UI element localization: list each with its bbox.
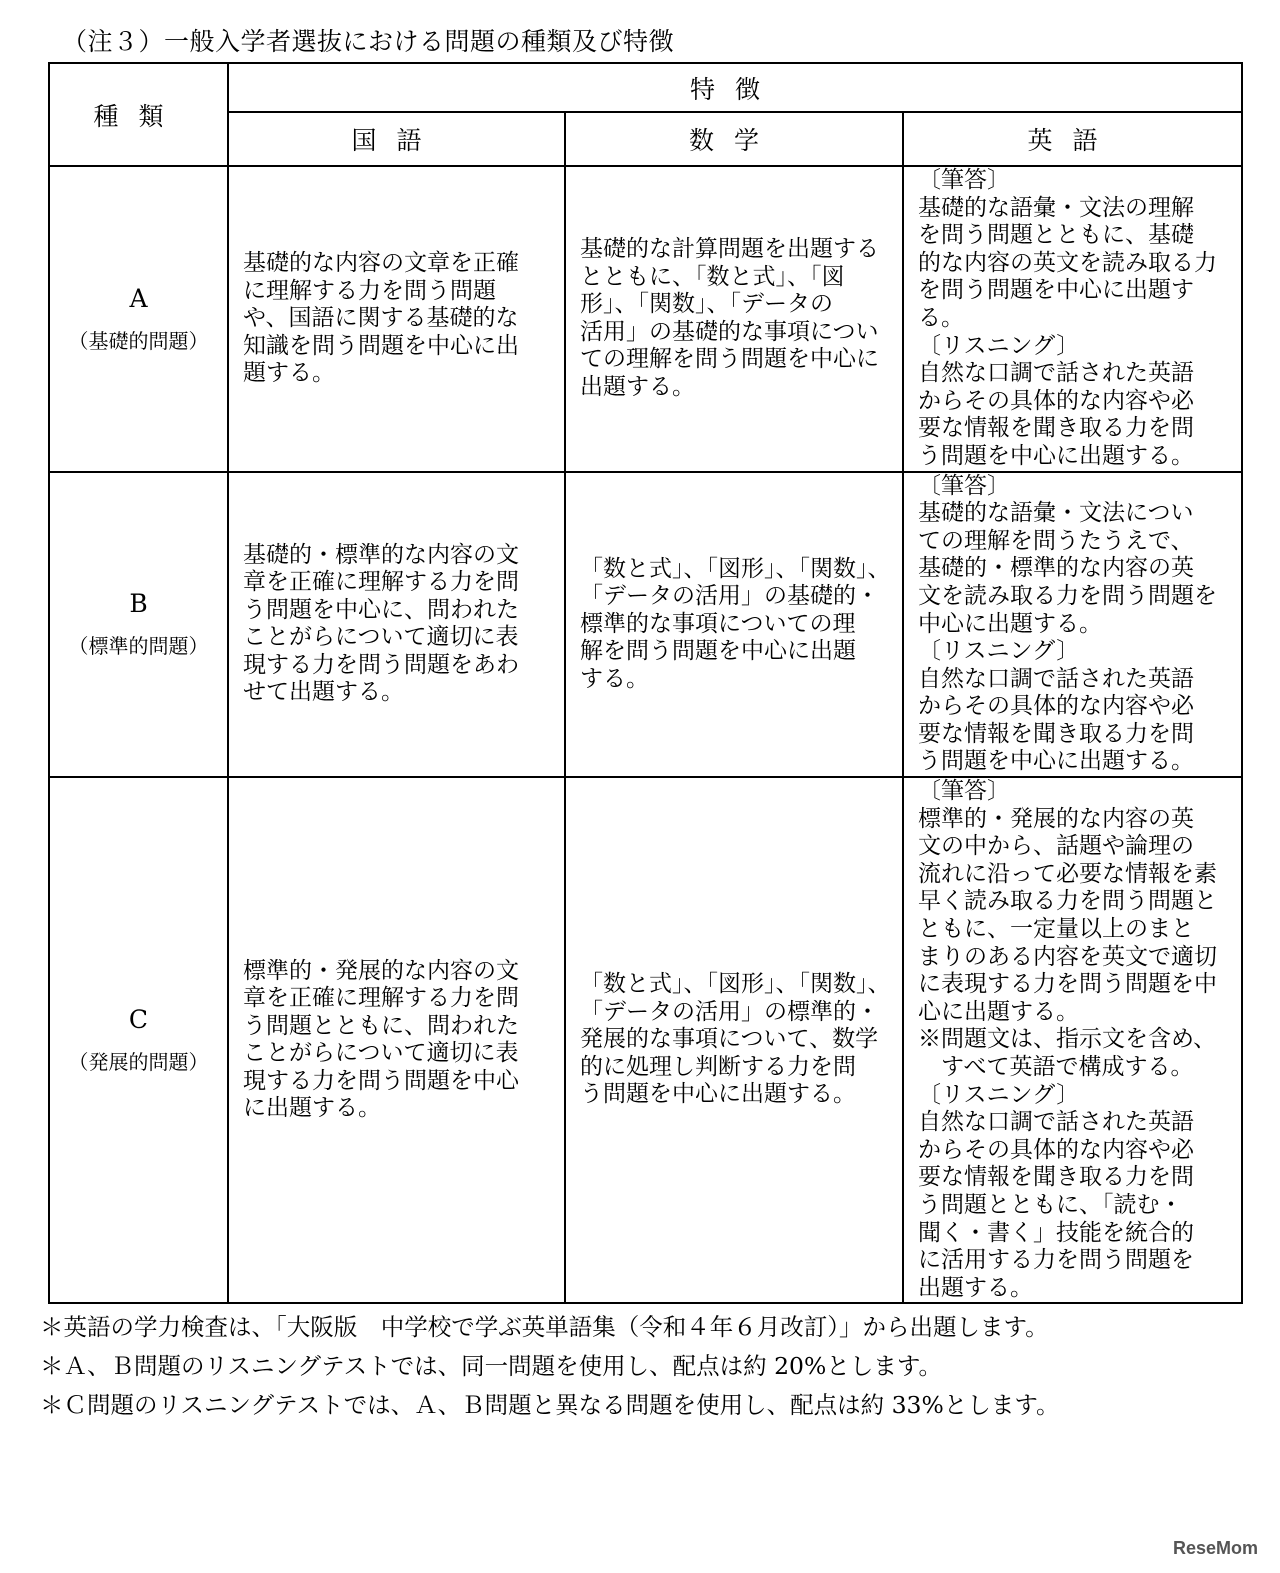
text-line: 文を読み取る力を問う問題を [918,582,1217,609]
text-line: う問題を中心に出題する。 [918,748,1194,775]
level-label: B [129,589,148,619]
text-line: 標準的・発展的な内容の文 [243,957,519,984]
text-line: 文の中から、話題や論理の [918,833,1194,860]
text-line: とともに、「数と式」、「図 [580,263,845,290]
text-line: う問題とともに、「読む・ [918,1191,1183,1218]
math-cell [565,777,903,1303]
text-line: を問う問題とともに、基礎 [918,222,1194,249]
question-types-table [48,62,1243,1304]
header-japanese: 国語 [228,112,565,166]
text-line: 自然な口調で話された英語 [918,665,1194,692]
text-line: ての理解を問う問題を中心に [580,346,879,373]
text-line: る。 [918,304,964,331]
document-title: （注３）一般入学者選抜における問題の種類及び特徴 [62,27,675,56]
text-line: 基礎的な計算問題を出題する [580,236,879,263]
english-cell [903,777,1242,1303]
text-line: ことがらについて適切に表 [243,1040,519,1067]
text-line: からその具体的な内容や必 [918,1136,1194,1163]
text-line: う問題とともに、問われた [243,1012,519,1039]
text-line: や、国語に関する基礎的な [243,305,519,332]
text-line: 自然な口調で話された英語 [918,360,1194,387]
japanese-cell [228,472,565,778]
row-kind [49,472,228,778]
footnote: ＊Ｃ問題のリスニングテストでは、Ａ、Ｂ問題と異なる問題を使用し、配点は約 33%とします。 [40,1391,1060,1419]
text-line: 基礎的・標準的な内容の文 [243,541,519,568]
text-line: 要な情報を聞き取る力を問 [918,415,1194,442]
text-line: 「データの活用」の標準的・ [580,998,879,1025]
text-line: 基礎的・標準的な内容の英 [918,555,1194,582]
text-line: 〔筆答〕 [918,167,1010,193]
table-row [49,472,1242,778]
text-line: 形」、「関数」、「データの [580,291,833,318]
text-line: 心に出題する。 [918,998,1079,1025]
level-description: （基礎的問題） [68,328,209,353]
text-line: に表現する力を問う問題を中 [918,971,1217,998]
text-line: 標準的・発展的な内容の英 [918,805,1194,832]
text-line: 出題する。 [918,1274,1033,1301]
text-line: 「数と式」、「図形」、「関数」、 [580,555,891,582]
text-line: せて出題する。 [243,679,404,706]
text-line: 標準的な事項についての理 [580,610,856,637]
japanese-cell [228,777,565,1303]
header-english: 英語 [903,112,1242,166]
footnote: ＊Ａ、Ｂ問題のリスニングテストでは、同一問題を使用し、配点は約 20%とします。 [40,1352,942,1380]
text-line: 聞く・書く」技能を統合的 [918,1219,1194,1246]
text-line: ての理解を問うたうえで、 [918,527,1194,554]
text-line: 発展的な事項について、数学 [580,1026,879,1053]
text-line: に理解する力を問う問題 [243,277,496,304]
text-line: からその具体的な内容や必 [918,387,1194,414]
level-label: C [128,1005,149,1035]
text-line: ともに、一定量以上のまと [918,916,1194,943]
text-line: う問題を中心に、問われた [243,596,519,623]
text-line: 要な情報を聞き取る力を問 [918,720,1194,747]
resemom-logo: ReseMom [1172,1538,1258,1558]
level-description: （発展的問題） [68,1050,209,1075]
math-cell [565,166,903,472]
level-description: （標準的問題） [68,634,209,659]
text-line: 知識を問う問題を中心に出 [243,332,519,359]
text-line: 〔筆答〕 [918,472,1010,499]
text-line: う問題を中心に出題する。 [918,442,1194,469]
text-line: 中心に出題する。 [918,610,1102,637]
text-line: 〔リスニング〕 [918,638,1080,665]
footnote: ＊英語の学力検査は、「大阪版 中学校で学ぶ英単語集（令和４年６月改訂）」から出題します。 [40,1313,1049,1341]
text-line: 章を正確に理解する力を問 [243,569,519,596]
text-line: からその具体的な内容や必 [918,693,1194,720]
text-line: する。 [580,665,649,692]
table-row [49,777,1242,1303]
text-line: 現する力を問う問題を中心 [243,1067,519,1094]
text-line: 的な内容の英文を読み取る力 [918,249,1217,276]
header-features: 特徴 [228,63,1242,112]
text-line: 題する。 [243,360,335,387]
text-line: に活用する力を問う問題を [918,1247,1194,1274]
english-cell [903,472,1242,778]
english-cell [903,166,1242,472]
text-line: 早く読み取る力を問う問題と [918,888,1217,915]
text-line: 〔リスニング〕 [918,1081,1080,1108]
level-label: A [129,283,148,313]
header-kind: 種類 [49,63,228,166]
text-line: すべて英語で構成する。 [918,1054,1194,1080]
japanese-cell [228,166,565,472]
text-line: う問題を中心に出題する。 [580,1081,856,1108]
text-line: 要な情報を聞き取る力を問 [918,1164,1194,1191]
text-line: 的に処理し判断する力を問 [580,1053,856,1080]
text-line: を問う問題を中心に出題す [918,277,1194,304]
text-line: 自然な口調で話された英語 [918,1109,1194,1136]
text-line: 基礎的な内容の文章を正確 [243,250,519,277]
footnotes [40,1308,1059,1425]
text-line: 出題する。 [580,373,695,400]
text-line: まりのある内容を英文で適切 [918,943,1217,970]
text-line: 〔筆答〕 [918,778,1010,805]
text-line: に出題する。 [243,1095,381,1122]
text-line: 〔リスニング〕 [918,332,1080,359]
row-kind [49,777,228,1303]
header-math: 数学 [565,112,903,166]
table-row [49,166,1242,472]
text-line: 解を問う問題を中心に出題 [580,638,856,665]
text-line: ※問題文は、指示文を含め、 [918,1026,1217,1053]
text-line: ことがらについて適切に表 [243,624,519,651]
row-kind [49,166,228,472]
math-cell [565,472,903,778]
text-line: 現する力を問う問題をあわ [243,651,519,678]
text-line: 章を正確に理解する力を問 [243,985,519,1012]
text-line: 「数と式」、「図形」、「関数」、 [580,971,891,998]
text-line: 基礎的な語彙・文法の理解 [918,194,1194,221]
text-line: 基礎的な語彙・文法につい [918,500,1194,527]
text-line: 活用」の基礎的な事項につい [580,318,879,345]
text-line: 流れに沿って必要な情報を素 [918,860,1217,887]
text-line: 「データの活用」の基礎的・ [580,583,879,610]
